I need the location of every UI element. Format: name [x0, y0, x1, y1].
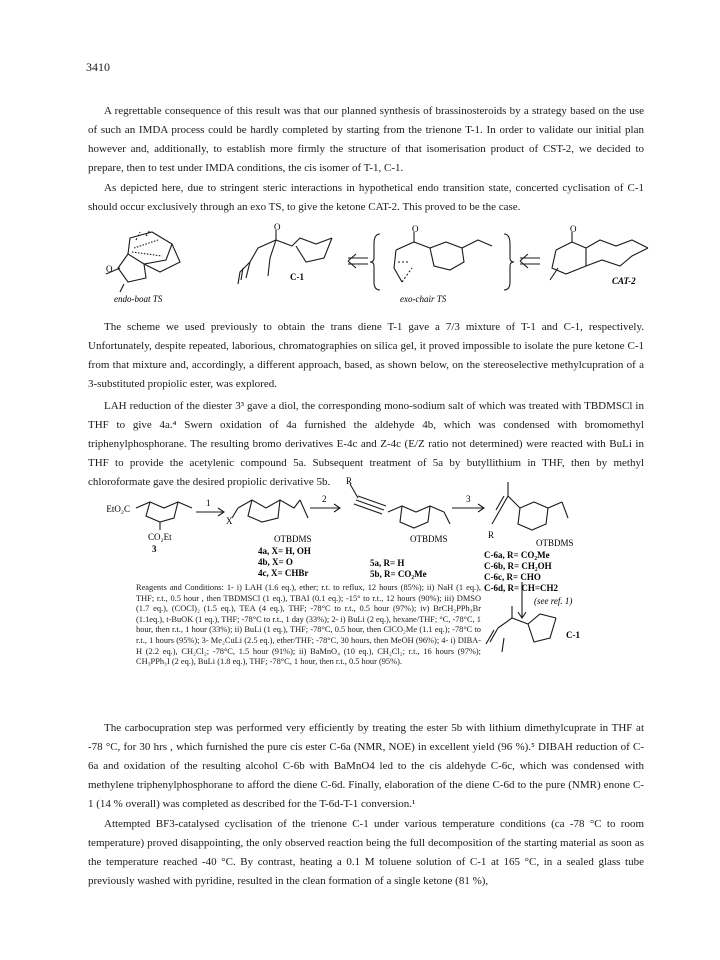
r-label-5: R [346, 476, 353, 486]
c6b-label: C-6b, R= CH₂OH [484, 561, 552, 571]
arrow-step-1 [196, 508, 224, 516]
arrow-step-3 [452, 504, 484, 512]
c1-bottom-label: C-1 [566, 630, 580, 640]
paragraph-3: The scheme we used previously to obtain the trans diene T-1 gave a 7/3 mixture of T-1 and C-1, respectively. Unfortunately, despite repeated, laborious, chromatographies on silica gel, it proved impossible to isolate the pure ketone C-1 from that mixture and, accordingly, a different approach, based, as shown below, on the stereoselective methylcupration of a 3-substituted propiolic ester, was explored. [88, 321, 644, 390]
c4c-label: 4c, X= CHBr [258, 568, 309, 578]
scheme-transition-states [100, 222, 660, 308]
reagents-conditions: Reagents and Conditions: 1- i) LAH (1.6 eq.), ether; r.t. to reflux, 12 hours (85%); ii) NaH (1 eq.), THF; r.t., 0.5 hour , then TBDMSCl (1 eq.), TBAI (0.1 eq.); -15° to r.t., 12 hours (90%); iii) DMSO (1.7 eq.), (COCl)₂ (1.5 eq.), TEA (4 eq.), THF; -78°C to r.t., 0.5 hour (97%); iv) BrCH₂PPh₃Br (1.1eq.), t-BuOK (1 eq.), THF; -78°C to r.t., 1 day (33%); 2- i) BuLi (2 eq.), hexane/THF; °C, -78°C, 1 hour, then r.t., 1 hour (33%); ii) BuLi (1 eq.), THF; -78°C, 0.5 hour, then ClCO₂Me (1.1 eq.); -78°C to r.t., 1 hours (95%); 3- Me₂CuLi (2.5 eq.), ether/THF; -78°C, 30 hours, then MeOH (96%); 4- i) DIBA-H (2.2 eq.), CH₂Cl₂; -78°C, 1.5 hour (91%); ii) BaMnO₄ (10 eq.), CH₂Cl₂; r.t., 16 hours (97%); CH₃PPh₃I (2 eq.), BuLi (1.8 eq.), THF; -78°C, 1 hour, then r.t., 0.5 hour (95%). [136, 583, 481, 667]
see-ref-label: (see ref. 1) [534, 596, 573, 606]
endo-boat-label: endo-boat TS [114, 294, 163, 304]
co2et-label: CO₂Et [148, 532, 172, 542]
page-number: 3410 [86, 60, 110, 74]
c1-bottom-structure [486, 606, 556, 652]
paragraph-5: The carbocupration step was performed very efficiently by treating the ester 5b with lithium dimethylcuprate in THF at -78 °C, for 30 hrs , which furnished the pure cis ester C-6a (NMR, NOE) in excellent yield (96 %).⁵ DIBAH reduction of C-6a and oxidation of the resulting alcohol C-6b with BaMnO4 led to the cis aldehyde C-6c, which was condensed with methylene triphenylphosphorane to afford the diene C-6d. Finally, elaboration of the diene C-6d to the pure (NMR) enone C-1 (14 % overall) was completed as described for the T-6d-T-1 conversion.¹ [88, 722, 644, 810]
x-label: X [226, 516, 233, 526]
c1-label: C-1 [290, 272, 304, 282]
compound-3-structure [136, 502, 192, 530]
arrow-left-2 [520, 254, 540, 268]
paragraph-1: A regrettable consequence of this result was that our planned synthesis of brassinosteroids by a strategy based on the use of such an IMDA process could be hardly completed by starting from the trienone T-1. In order to validate our initial plan however and, additionally, to establish more firmly the structure of that isomerisation product of CST-2, we decided to prepare, then to test under IMDA conditions, the cis isomer of T-1, C-1. [88, 105, 644, 174]
c4a-label: 4a, X= H, OH [258, 546, 311, 556]
otbdms-4: OTBDMS [274, 534, 312, 544]
step-1-label: 1 [206, 498, 211, 508]
c4b-label: 4b, X= O [258, 557, 293, 567]
cat2-label: CAT-2 [612, 276, 636, 286]
endo-boat-structure [106, 230, 180, 292]
otbdms-5: OTBDMS [410, 534, 448, 544]
c5b-label: 5b, R= CO₂Me [370, 569, 427, 579]
paragraph-2: As depicted here, due to stringent steric interactions in hypothetical endo transition state, concerted cyclisation of C-1 should occur exclusively through an exo TS, to give the ketone CAT-2. This proved to be the case. [88, 182, 644, 213]
c6d-label: C-6d, R= CH=CH2 [484, 583, 559, 593]
c5a-label: 5a, R= H [370, 558, 405, 568]
compound-6-structure [492, 482, 568, 530]
ester-label: EtO₂C [106, 504, 130, 514]
bracket-open [370, 234, 380, 290]
exo-chair-structure [394, 232, 492, 282]
compound-3-label: 3 [152, 544, 157, 554]
cat2-structure [550, 232, 648, 280]
exo-chair-label: exo-chair TS [400, 294, 447, 304]
o-label-cat2: O [570, 224, 577, 234]
o-label: O [106, 264, 113, 274]
c6a-label: C-6a, R= CO₂Me [484, 550, 550, 560]
step-2-label: 2 [322, 494, 327, 504]
o-label-exo: O [412, 224, 419, 234]
compound-4-structure [232, 500, 308, 522]
otbdms-6: OTBDMS [536, 538, 574, 548]
compound-5-structure [350, 484, 450, 528]
r-label-6: R [488, 530, 495, 540]
arrow-step-2 [310, 504, 340, 512]
o-label-c1: O [274, 222, 281, 232]
c1-structure [238, 230, 332, 284]
step-3-label: 3 [466, 494, 471, 504]
paragraph-4: LAH reduction of the diester 3³ gave a diol, the corresponding mono-sodium salt of which was treated with TBDMSCl in THF to give 4a.⁴ Swern oxidation of 4a furnished the aldehyde 4b, which was condensed with bromomethyl triphenylphosphorane. The resulting bromo derivatives E-4c and Z-4c (E/Z ratio not determined) were reacted with BuLi in THF to provide the acetylenic compound 5a. Subsequent treatment of 5a by butyllithium in THF, then by methyl chloroformate gave the desired propiolic derivative 5b. [88, 400, 644, 488]
arrow-left-1 [348, 254, 368, 268]
c6c-label: C-6c, R= CHO [484, 572, 541, 582]
bracket-close [504, 234, 514, 290]
paragraph-6: Attempted BF3-catalysed cyclisation of the trienone C-1 under various temperature conditions (ca -78 °C to room temperature) proved disappointing, the only observed reaction being the full decomposition of the starting material as soon as the temperature reached -40 °C. By contrast, heating a 0.1 M toluene solution of C-1 at 165 °C, in a sealed glass tube previously washed with pyridine, resulted in the clean formation of a single ketone (81 %), [88, 818, 644, 887]
